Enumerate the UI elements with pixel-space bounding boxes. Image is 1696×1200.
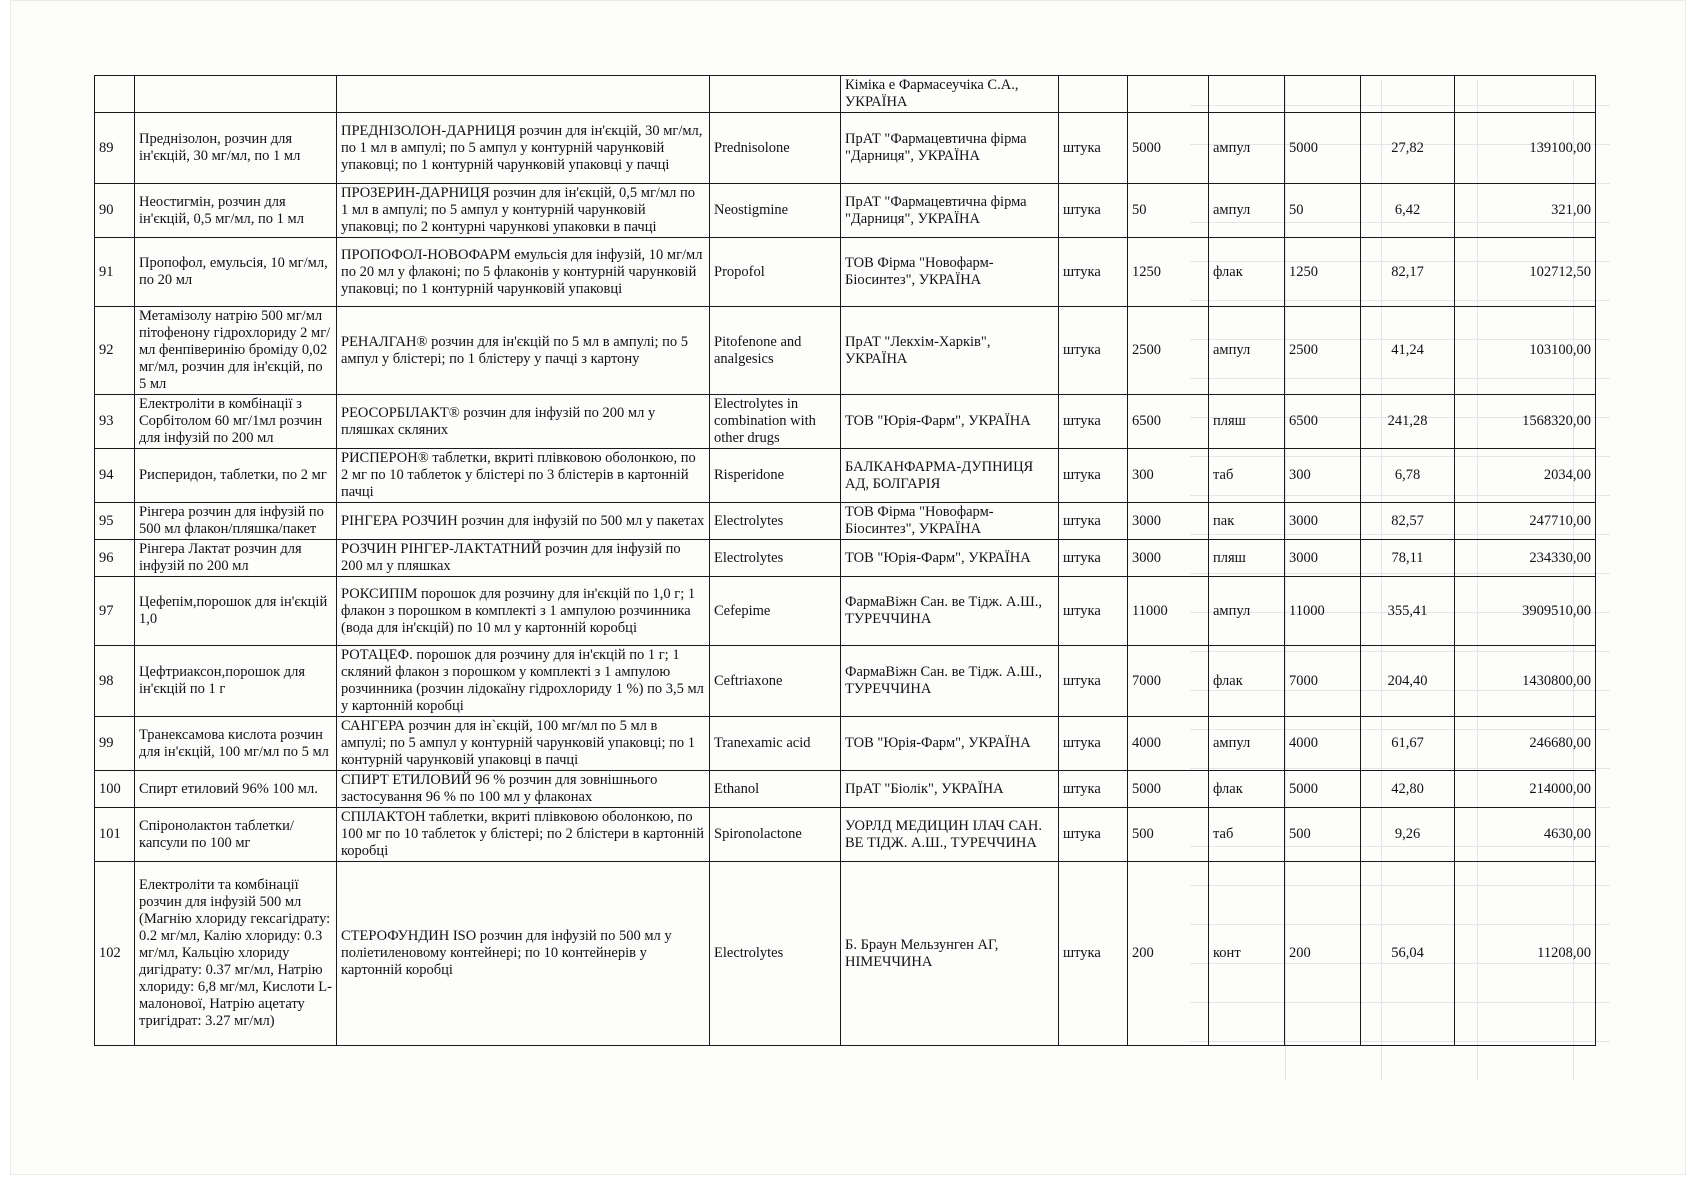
cell-no: 97: [95, 577, 135, 646]
cell-trade: ПРОЗЕРИН-ДАРНИЦЯ розчин для ін'єкцій, 0,5 мг/мл по 1 мл в ампулі; по 5 ампул у контурній чарунковій упаковці; по 2 контурні чарункові упаковки в пачці: [337, 184, 710, 238]
cell-no: 101: [95, 808, 135, 862]
cell-manufacturer: УОРЛД МЕДИЦИН ІЛАЧ САН. ВЕ ТІДЖ. А.Ш., ТУРЕЧЧИНА: [841, 808, 1059, 862]
cell-price: 27,82: [1361, 113, 1455, 184]
cell-manufacturer: ПрАТ "Лекхім-Харків", УКРАЇНА: [841, 307, 1059, 395]
cell-manufacturer: ФармаВіжн Сан. ве Тідж. А.Ш., ТУРЕЧЧИНА: [841, 646, 1059, 717]
cell-inn: Tranexamic acid: [710, 717, 841, 771]
cell-unit: штука: [1059, 577, 1128, 646]
cell-manufacturer: ТОВ Фірма "Новофарм-Біосинтез", УКРАЇНА: [841, 503, 1059, 540]
cell-qty: 500: [1128, 808, 1209, 862]
table-row: [95, 862, 1596, 1046]
cell-inn: Pitofenone and analgesics: [710, 307, 841, 395]
cell-total: 4630,00: [1455, 808, 1596, 862]
cell-unit: штука: [1059, 307, 1128, 395]
cell-no: 94: [95, 449, 135, 503]
cell-no: 100: [95, 771, 135, 808]
cell-trade: РИСПЕРОН® таблетки, вкриті плівковою оболонкою, по 2 мг по 10 таблеток у блістері по 3 блістерів в картонній пачці: [337, 449, 710, 503]
cell-inn: [710, 76, 841, 113]
cell-price: 42,80: [1361, 771, 1455, 808]
cell-name: Електроліти в комбінації з Сорбітолом 60 мг/1мл розчин для інфузій по 200 мл: [135, 395, 337, 449]
procurement-table: [94, 75, 1596, 1046]
cell-price: 41,24: [1361, 307, 1455, 395]
cell-price: 82,57: [1361, 503, 1455, 540]
cell-total: 234330,00: [1455, 540, 1596, 577]
table-row-header-continuation: [95, 76, 1596, 113]
table-row: [95, 113, 1596, 184]
cell-name: Спирт етиловий 96% 100 мл.: [135, 771, 337, 808]
cell-total: 246680,00: [1455, 717, 1596, 771]
cell-qty2: 2500: [1285, 307, 1361, 395]
cell-pack: ампул: [1209, 577, 1285, 646]
cell-inn: Propofol: [710, 238, 841, 307]
cell-inn: Risperidone: [710, 449, 841, 503]
table-row: [95, 449, 1596, 503]
cell-trade: РОТАЦЕФ. порошок для розчину для ін'єкцій по 1 г; 1 скляний флакон з порошком у комплекті з 1 ампулою розчинника (розчин лідокаїну гідрохлориду 1 %) по 3,5 мл у картонній коробці: [337, 646, 710, 717]
cell-no: 98: [95, 646, 135, 717]
cell-name: Спіронолактон таблетки/капсули по 100 мг: [135, 808, 337, 862]
cell-price: 82,17: [1361, 238, 1455, 307]
cell-trade: ПРОПОФОЛ-НОВОФАРМ емульсія для інфузій, 10 мг/мл по 20 мл у флаконі; по 5 флаконів у контурній чарунковій упаковці; по 1 контурній чарунковій упаковці: [337, 238, 710, 307]
table-row: [95, 717, 1596, 771]
cell-manufacturer: ПрАТ "Фармацевтична фірма "Дарниця", УКРАЇНА: [841, 184, 1059, 238]
cell-manufacturer: ТОВ "Юрія-Фарм", УКРАЇНА: [841, 540, 1059, 577]
cell-inn: Electrolytes: [710, 503, 841, 540]
table-row: [95, 771, 1596, 808]
cell-qty2: 3000: [1285, 503, 1361, 540]
cell-pack: пляш: [1209, 395, 1285, 449]
cell-pack: ампул: [1209, 307, 1285, 395]
cell-qty: 4000: [1128, 717, 1209, 771]
cell-unit: штука: [1059, 808, 1128, 862]
cell-trade: СПІЛАКТОН таблетки, вкриті плівковою оболонкою, по 100 мг по 10 таблеток у блістері; по 2 блістери в картонній коробці: [337, 808, 710, 862]
cell-total: 3909510,00: [1455, 577, 1596, 646]
table-row: [95, 238, 1596, 307]
cell-qty: 5000: [1128, 771, 1209, 808]
cell-pack: флак: [1209, 238, 1285, 307]
cell-price: 78,11: [1361, 540, 1455, 577]
cell-qty: 6500: [1128, 395, 1209, 449]
cell-unit: штука: [1059, 646, 1128, 717]
cell-inn: Electrolytes in combination with other drugs: [710, 395, 841, 449]
cell-qty2: 1250: [1285, 238, 1361, 307]
table-row: [95, 577, 1596, 646]
cell-unit: штука: [1059, 540, 1128, 577]
cell-unit: штука: [1059, 717, 1128, 771]
cell-price: 56,04: [1361, 862, 1455, 1046]
cell-qty2: 6500: [1285, 395, 1361, 449]
cell-inn: Spironolactone: [710, 808, 841, 862]
cell-price: 61,67: [1361, 717, 1455, 771]
cell-no: 102: [95, 862, 135, 1046]
cell-qty: 7000: [1128, 646, 1209, 717]
cell-price: 241,28: [1361, 395, 1455, 449]
cell-qty2: 200: [1285, 862, 1361, 1046]
table-row: [95, 307, 1596, 395]
cell-name: Рінгера Лактат розчин для інфузій по 200 мл: [135, 540, 337, 577]
cell-unit: [1059, 76, 1128, 113]
cell-qty: 300: [1128, 449, 1209, 503]
cell-qty: 200: [1128, 862, 1209, 1046]
cell-qty: 11000: [1128, 577, 1209, 646]
cell-price: 204,40: [1361, 646, 1455, 717]
table-row: [95, 503, 1596, 540]
cell-name: Електроліти та комбінації розчин для інфузій 500 мл (Магнію хлориду гексагідрату: 0.2 мг/мл, Калію хлориду: 0.3 мг/мл, Кальцію хлориду дигідрату: 0.37 мг/мл, Натрію хлориду: 6,8 мг/мл, Кислоти L-малонової, Натрію ацетату тригідрат: 3.27 мг/мл): [135, 862, 337, 1046]
cell-total: 2034,00: [1455, 449, 1596, 503]
cell-qty: 50: [1128, 184, 1209, 238]
cell-qty2: 50: [1285, 184, 1361, 238]
cell-trade: РОКСИПІМ порошок для розчину для ін'єкцій по 1,0 г; 1 флакон з порошком в комплекті з 1 ампулою розчинника (вода для ін'єкцій) по 10 мл у картонній коробці: [337, 577, 710, 646]
cell-manufacturer: ТОВ "Юрія-Фарм", УКРАЇНА: [841, 717, 1059, 771]
cell-unit: штука: [1059, 395, 1128, 449]
cell-trade: РОЗЧИН РІНГЕР-ЛАКТАТНИЙ розчин для інфузій по 200 мл у пляшках: [337, 540, 710, 577]
cell-trade: РІНГЕРА РОЗЧИН розчин для інфузій по 500 мл у пакетах: [337, 503, 710, 540]
cell-qty: [1128, 76, 1209, 113]
cell-qty2: 300: [1285, 449, 1361, 503]
cell-pack: ампул: [1209, 113, 1285, 184]
cell-inn: Electrolytes: [710, 540, 841, 577]
cell-manufacturer: Кіміка е Фармасеучіка С.А., УКРАЇНА: [841, 76, 1059, 113]
cell-price: [1361, 76, 1455, 113]
cell-name: Цефепім,порошок для ін'єкцій 1,0: [135, 577, 337, 646]
cell-manufacturer: Б. Браун Мельзунген АГ, НІМЕЧЧИНА: [841, 862, 1059, 1046]
cell-qty2: 4000: [1285, 717, 1361, 771]
cell-pack: пляш: [1209, 540, 1285, 577]
cell-pack: флак: [1209, 771, 1285, 808]
cell-unit: штука: [1059, 113, 1128, 184]
cell-no: 95: [95, 503, 135, 540]
cell-manufacturer: ПрАТ "Біолік", УКРАЇНА: [841, 771, 1059, 808]
table-row: [95, 808, 1596, 862]
cell-qty2: 5000: [1285, 771, 1361, 808]
cell-manufacturer: ТОВ "Юрія-Фарм", УКРАЇНА: [841, 395, 1059, 449]
cell-trade: СТЕРОФУНДИН ISO розчин для інфузій по 500 мл у поліетиленовому контейнері; по 10 контейнерів у картонній коробці: [337, 862, 710, 1046]
cell-price: 6,42: [1361, 184, 1455, 238]
cell-price: 9,26: [1361, 808, 1455, 862]
cell-trade: СПИРТ ЕТИЛОВИЙ 96 % розчин для зовнішнього застосування 96 % по 100 мл у флаконах: [337, 771, 710, 808]
cell-name: Преднізолон, розчин для ін'єкцій, 30 мг/мл, по 1 мл: [135, 113, 337, 184]
cell-pack: таб: [1209, 808, 1285, 862]
cell-pack: флак: [1209, 646, 1285, 717]
cell-unit: штука: [1059, 862, 1128, 1046]
cell-qty: 5000: [1128, 113, 1209, 184]
cell-no: 96: [95, 540, 135, 577]
cell-no: 93: [95, 395, 135, 449]
cell-total: 321,00: [1455, 184, 1596, 238]
cell-trade: РЕНАЛГАН® розчин для ін'єкцій по 5 мл в ампулі; по 5 ампул у блістері; по 1 блістеру у пачці з картону: [337, 307, 710, 395]
scanned-page: [10, 0, 1686, 1175]
cell-trade: [337, 76, 710, 113]
cell-unit: штука: [1059, 184, 1128, 238]
cell-name: Рисперидон, таблетки, по 2 мг: [135, 449, 337, 503]
cell-total: [1455, 76, 1596, 113]
cell-pack: таб: [1209, 449, 1285, 503]
cell-name: Цефтриаксон,порошок для ін'єкцій по 1 г: [135, 646, 337, 717]
cell-no: 90: [95, 184, 135, 238]
cell-qty: 3000: [1128, 503, 1209, 540]
cell-total: 102712,50: [1455, 238, 1596, 307]
cell-total: 139100,00: [1455, 113, 1596, 184]
cell-trade: РЕОСОРБІЛАКТ® розчин для інфузій по 200 мл у пляшках скляних: [337, 395, 710, 449]
cell-manufacturer: БАЛКАНФАРМА-ДУПНИЦЯ АД, БОЛГАРІЯ: [841, 449, 1059, 503]
cell-qty2: 11000: [1285, 577, 1361, 646]
cell-inn: Cefepime: [710, 577, 841, 646]
cell-qty2: [1285, 76, 1361, 113]
cell-manufacturer: ТОВ Фірма "Новофарм-Біосинтез", УКРАЇНА: [841, 238, 1059, 307]
cell-manufacturer: ПрАТ "Фармацевтична фірма "Дарниця", УКРАЇНА: [841, 113, 1059, 184]
cell-no: 99: [95, 717, 135, 771]
cell-pack: ампул: [1209, 184, 1285, 238]
cell-name: Метамізолу натрію 500 мг/мл пітофенону гідрохлориду 2 мг/мл фенпіверинію броміду 0,02 мг/мл, розчин для ін'єкцій, по 5 мл: [135, 307, 337, 395]
cell-name: Транексамова кислота розчин для ін'єкцій, 100 мг/мл по 5 мл: [135, 717, 337, 771]
cell-manufacturer: ФармаВіжн Сан. ве Тідж. А.Ш., ТУРЕЧЧИНА: [841, 577, 1059, 646]
cell-pack: конт: [1209, 862, 1285, 1046]
cell-inn: Ceftriaxone: [710, 646, 841, 717]
cell-inn: Electrolytes: [710, 862, 841, 1046]
cell-total: 1430800,00: [1455, 646, 1596, 717]
cell-no: [95, 76, 135, 113]
cell-qty2: 500: [1285, 808, 1361, 862]
cell-pack: [1209, 76, 1285, 113]
cell-price: 355,41: [1361, 577, 1455, 646]
table-row: [95, 395, 1596, 449]
cell-name: [135, 76, 337, 113]
cell-qty2: 7000: [1285, 646, 1361, 717]
cell-total: 214000,00: [1455, 771, 1596, 808]
table-row: [95, 184, 1596, 238]
table-row: [95, 540, 1596, 577]
cell-trade: ПРЕДНІЗОЛОН-ДАРНИЦЯ розчин для ін'єкцій, 30 мг/мл, по 1 мл в ампулі; по 5 ампул у контурній чарунковій упаковці; по 1 контурній чарунковій упаковці у пачці: [337, 113, 710, 184]
cell-no: 91: [95, 238, 135, 307]
cell-unit: штука: [1059, 771, 1128, 808]
cell-qty: 2500: [1128, 307, 1209, 395]
cell-name: Рінгера розчин для інфузій по 500 мл флакон/пляшка/пакет: [135, 503, 337, 540]
cell-no: 92: [95, 307, 135, 395]
cell-unit: штука: [1059, 449, 1128, 503]
cell-qty2: 3000: [1285, 540, 1361, 577]
cell-inn: Ethanol: [710, 771, 841, 808]
cell-name: Пропофол, емульсія, 10 мг/мл, по 20 мл: [135, 238, 337, 307]
cell-price: 6,78: [1361, 449, 1455, 503]
cell-qty: 1250: [1128, 238, 1209, 307]
cell-name: Неостигмін, розчин для ін'єкцій, 0,5 мг/мл, по 1 мл: [135, 184, 337, 238]
cell-total: 103100,00: [1455, 307, 1596, 395]
cell-total: 11208,00: [1455, 862, 1596, 1046]
cell-qty: 3000: [1128, 540, 1209, 577]
cell-pack: ампул: [1209, 717, 1285, 771]
cell-total: 1568320,00: [1455, 395, 1596, 449]
cell-inn: Prednisolone: [710, 113, 841, 184]
cell-inn: Neostigmine: [710, 184, 841, 238]
cell-pack: пак: [1209, 503, 1285, 540]
cell-trade: САНГЕРА розчин для ін`єкцій, 100 мг/мл по 5 мл в ампулі; по 5 ампул у контурній чарунковій упаковці; по 1 контурній чарунковій упаковці в пачці: [337, 717, 710, 771]
cell-total: 247710,00: [1455, 503, 1596, 540]
cell-unit: штука: [1059, 238, 1128, 307]
cell-unit: штука: [1059, 503, 1128, 540]
cell-no: 89: [95, 113, 135, 184]
table-row: [95, 646, 1596, 717]
cell-qty2: 5000: [1285, 113, 1361, 184]
